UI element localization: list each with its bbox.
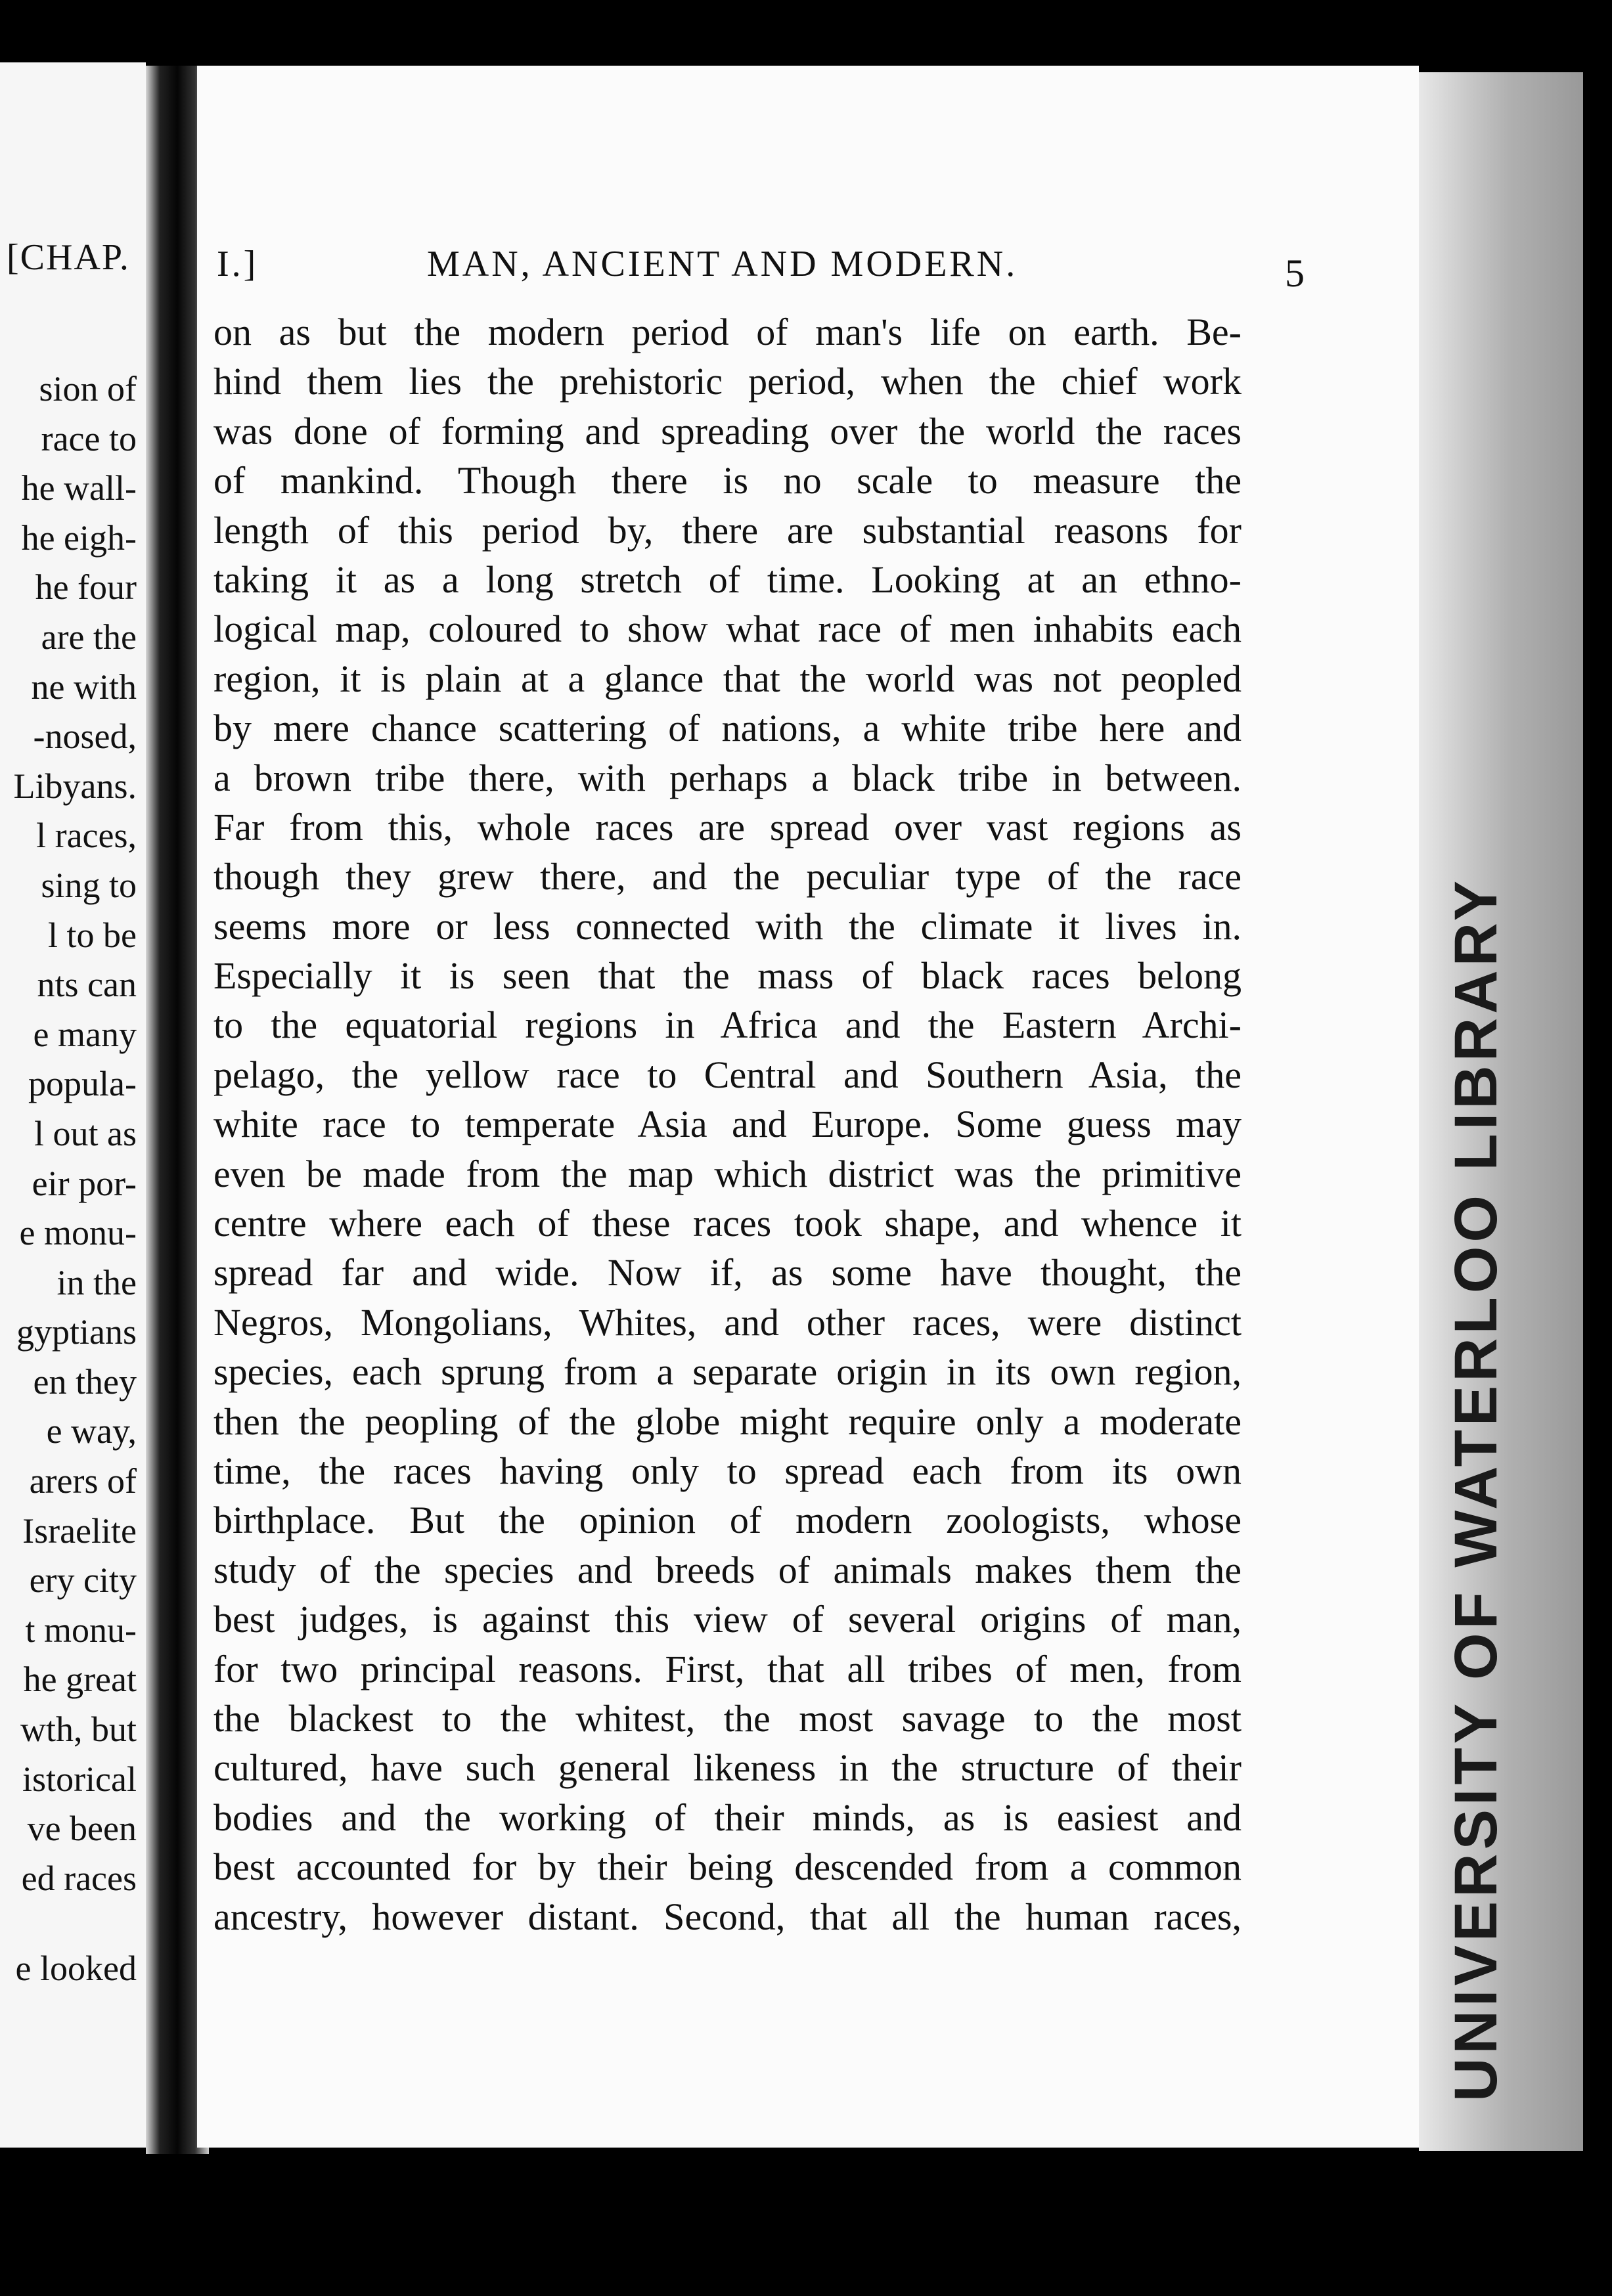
running-title: MAN, ANCIENT AND MODERN.: [427, 244, 1018, 284]
previous-page-line: l to be: [48, 915, 137, 955]
previous-page-line: l out as: [34, 1113, 137, 1153]
previous-page-line: l races,: [36, 816, 137, 856]
book-page: [197, 66, 1419, 2148]
previous-page-line: popula-: [28, 1064, 137, 1104]
text-line: Far from this, whole races are spread over vast regions as: [213, 805, 1242, 849]
text-line: by mere chance scattering of nations, a white tribe here and: [213, 707, 1242, 750]
previous-page-line: ve been: [27, 1809, 137, 1849]
body-text: [213, 307, 1242, 1941]
text-line: though they grew there, and the peculiar type of the race: [213, 855, 1242, 898]
text-line: even be made from the map which district was the primitive: [213, 1152, 1242, 1195]
previous-page-line: eir por-: [32, 1163, 137, 1203]
text-line: on as but the modern period of man's life on earth. Be-: [213, 311, 1242, 353]
text-line: white race to temperate Asia and Europe. Some guess may: [213, 1103, 1242, 1146]
text-line: then the peopling of the globe might require only a moderate: [213, 1400, 1242, 1443]
text-line: hind them lies the prehistoric period, when the chief work: [213, 360, 1242, 403]
text-line: best judges, is against this view of several origins of man,: [213, 1598, 1242, 1641]
previous-page: [0, 62, 146, 2148]
text-line: was done of forming and spreading over the world the races: [213, 409, 1242, 453]
previous-page-line: t monu-: [25, 1610, 137, 1650]
previous-page-line: sion of: [39, 369, 137, 408]
previous-page-line: race to: [41, 418, 137, 458]
previous-page-line: en they: [33, 1361, 137, 1402]
library-stamp: UNIVERSITY OF WATERLOO LIBRARY: [1443, 876, 1510, 2102]
previous-page-line: Israelite: [22, 1511, 137, 1551]
previous-page-text: [14, 364, 137, 1994]
text-line: logical map, coloured to show what race of men inhabits each: [213, 607, 1242, 651]
previous-page-line: -nosed,: [33, 717, 137, 757]
previous-page-line: ed races: [21, 1858, 137, 1898]
text-line: region, it is plain at a glance that the world was not peopled: [213, 657, 1242, 700]
previous-page-line: ery city: [29, 1560, 137, 1601]
text-line: pelago, the yellow race to Central and Southern Asia, the: [213, 1053, 1242, 1096]
previous-page-line: in the: [56, 1262, 137, 1302]
text-line: cultured, have such general likeness in the structure of their: [213, 1746, 1242, 1790]
text-line: bodies and the working of their minds, as is easiest and: [213, 1796, 1242, 1839]
text-line: of mankind. Though there is no scale to measure the: [213, 459, 1242, 502]
previous-page-line: ne with: [31, 667, 137, 707]
text-line: time, the races having only to spread each from its own: [213, 1449, 1242, 1492]
text-line: for two principal reasons. First, that all tribes of men, from: [213, 1647, 1242, 1690]
previous-page-line: he eigh-: [21, 518, 137, 558]
text-line: taking it as a long stretch of time. Looking at an ethno-: [213, 558, 1242, 601]
previous-page-line: gyptians: [16, 1312, 137, 1352]
text-line: Especially it is seen that the mass of black races belong: [213, 954, 1242, 998]
previous-page-line: e monu-: [19, 1213, 137, 1253]
text-line: seems more or less connected with the climate it lives in.: [213, 904, 1242, 948]
text-line: best accounted for by their being descended from a common: [213, 1845, 1242, 1889]
text-line: to the equatorial regions in Africa and the Eastern Archi-: [213, 1004, 1242, 1047]
previous-page-line: e way,: [46, 1411, 137, 1451]
text-line: birthplace. But the opinion of modern zoologists, whose: [213, 1499, 1242, 1542]
text-line: species, each sprung from a separate origin in its own region,: [213, 1350, 1242, 1394]
text-line: the blackest to the whitest, the most savage to the most: [213, 1696, 1242, 1740]
previous-page-line: arers of: [29, 1461, 137, 1501]
previous-page-line: wth, but: [20, 1710, 137, 1750]
previous-page-line: he great: [23, 1660, 137, 1700]
previous-page-line: sing to: [41, 865, 137, 905]
text-line: study of the species and breeds of animals makes them the: [213, 1548, 1242, 1591]
previous-page-line: are the: [41, 617, 137, 657]
previous-page-line: nts can: [37, 965, 137, 1005]
previous-page-line: Libyans.: [13, 766, 137, 806]
page-number: 5: [1285, 252, 1307, 295]
chapter-mark: I.]: [217, 244, 259, 284]
text-line: centre where each of these races took shape, and whence it: [213, 1202, 1242, 1245]
previous-page-line: istorical: [22, 1759, 137, 1799]
text-line: Negros, Mongolians, Whites, and other races, were distinct: [213, 1300, 1242, 1344]
text-line: ancestry, however distant. Second, that all the human races,: [213, 1895, 1242, 1938]
text-line: spread far and wide. Now if, as some have thought, the: [213, 1251, 1242, 1294]
previous-page-line: e many: [33, 1014, 137, 1054]
running-header: [217, 243, 1307, 302]
text-line: a brown tribe there, with perhaps a black tribe in between.: [213, 756, 1242, 799]
previous-page-line: e looked: [15, 1949, 137, 1989]
previous-page-line: he four: [35, 567, 137, 607]
text-line: length of this period by, there are substantial reasons for: [213, 508, 1242, 552]
previous-page-line: he wall-: [21, 468, 137, 508]
previous-page-header: [CHAP.: [7, 237, 130, 278]
